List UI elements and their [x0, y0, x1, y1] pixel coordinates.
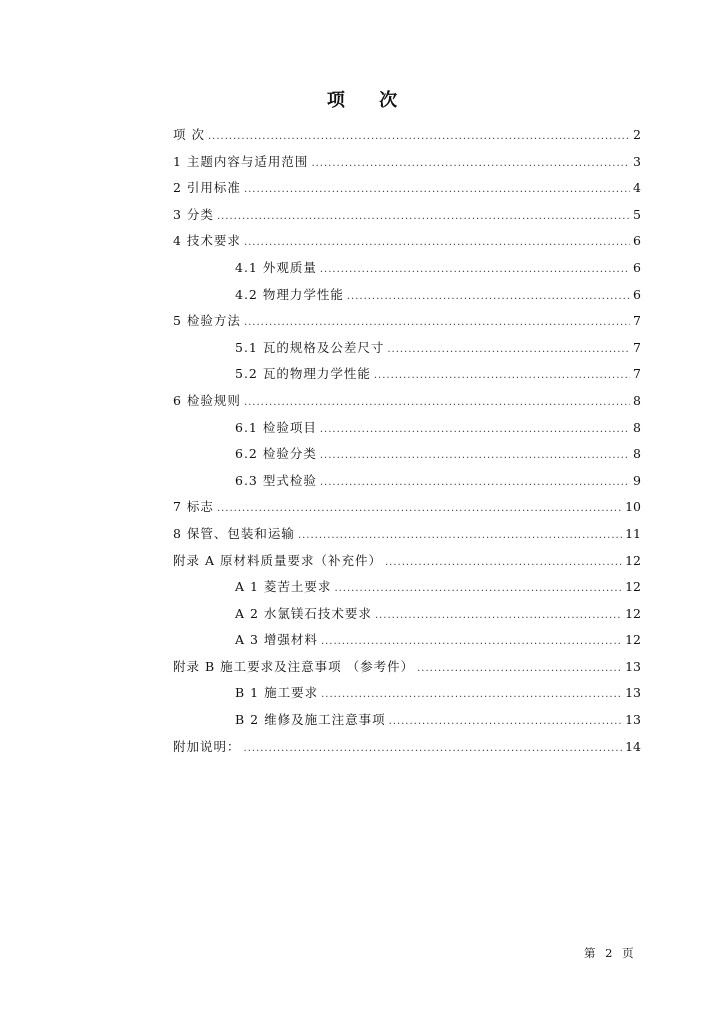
toc-entry-page-number: 10	[625, 499, 641, 515]
toc-entry-page-number: 5	[633, 206, 641, 222]
toc-entry	[173, 548, 641, 575]
dot-leader	[217, 204, 630, 231]
toc-entry	[173, 441, 641, 468]
dot-leader	[347, 284, 630, 311]
toc-entry-label: A 3 增强材料	[235, 632, 318, 648]
dot-leader	[374, 363, 630, 390]
dot-leader	[217, 496, 622, 523]
toc-entry-page-number: 14	[625, 738, 641, 754]
toc-entry-page-number: 8	[633, 446, 641, 462]
toc-entry	[173, 255, 641, 282]
toc-entry-label: 附录 A 原材料质量要求（补充件）	[173, 552, 382, 568]
toc-entry-page-number: 11	[625, 525, 641, 541]
dot-leader	[320, 443, 630, 470]
toc-entry-page-number: 12	[625, 579, 641, 595]
toc-entry	[173, 494, 641, 521]
dot-leader	[321, 682, 622, 709]
toc-entry-label: 6.1 检验项目	[235, 419, 317, 435]
toc-entry	[173, 734, 641, 761]
toc-entry	[173, 361, 641, 388]
toc-entry-page-number: 6	[633, 259, 641, 275]
dot-leader	[375, 603, 622, 630]
toc-entry-page-number: 6	[633, 233, 641, 249]
toc-entry-label: 附加说明：	[173, 738, 241, 754]
toc-entry-label: 4 技术要求	[173, 233, 241, 249]
dot-leader	[320, 417, 630, 444]
toc-entry-page-number: 13	[625, 658, 641, 674]
dot-leader	[320, 470, 630, 497]
toc-entry-label: 2 引用标准	[173, 180, 241, 196]
dot-leader	[244, 390, 630, 417]
toc-entry-page-number: 12	[625, 552, 641, 568]
dot-leader	[298, 523, 622, 550]
dot-leader	[311, 151, 630, 178]
toc-entry-page-number: 12	[625, 605, 641, 621]
toc-entry-label: 8 保管、包装和运输	[173, 525, 295, 541]
toc-entry-label: 4.2 物理力学性能	[235, 286, 344, 302]
toc-entry	[173, 388, 641, 415]
dot-leader	[244, 177, 630, 204]
toc-entry-page-number: 3	[633, 153, 641, 169]
toc-entry-label: 附录 B 施工要求及注意事项 （参考件）	[173, 658, 415, 674]
toc-entry	[173, 627, 641, 654]
dot-leader	[387, 337, 630, 364]
toc-entry	[173, 282, 641, 309]
toc-entry	[173, 175, 641, 202]
toc-entry-label: 1 主题内容与适用范围	[173, 153, 309, 169]
toc-entry	[173, 468, 641, 495]
dot-leader	[334, 576, 622, 603]
toc-entry-page-number: 8	[633, 392, 641, 408]
toc-entry-label: 5.1 瓦的规格及公差尺寸	[235, 339, 385, 355]
dot-leader	[244, 230, 630, 257]
toc-entry-page-number: 12	[625, 632, 641, 648]
dot-leader	[320, 257, 630, 284]
toc-entry-page-number: 6	[633, 286, 641, 302]
dot-leader	[389, 709, 623, 736]
toc-entry	[173, 122, 641, 149]
toc-entry	[173, 654, 641, 681]
toc-entry-label: 6 检验规则	[173, 392, 241, 408]
toc-entry-label: B 1 施工要求	[235, 685, 319, 701]
dot-leader	[321, 629, 622, 656]
toc-entry-page-number: 9	[633, 472, 641, 488]
toc-entry-page-number: 7	[633, 313, 641, 329]
toc-entry-page-number: 13	[625, 685, 641, 701]
page-number-footer: 第 2 页	[584, 946, 637, 960]
toc-entry-page-number: 7	[633, 339, 641, 355]
toc-entry-label: 7 标志	[173, 499, 214, 515]
toc-entry	[173, 574, 641, 601]
toc-entry	[173, 335, 641, 362]
toc-entry	[173, 308, 641, 335]
toc-entry-label: 项 次	[173, 127, 205, 142]
toc-entry-label: 6.2 检验分类	[235, 446, 317, 462]
toc-entry-label: A 2 水氯镁石技术要求	[235, 605, 372, 621]
toc-entry	[173, 228, 641, 255]
toc-entry-label: 5 检验方法	[173, 313, 241, 329]
dot-leader	[417, 656, 622, 683]
toc-entry-page-number: 2	[633, 127, 641, 142]
toc-entry-label: B 2 维修及施工注意事项	[235, 712, 386, 728]
toc-entry-label: 3 分类	[173, 206, 214, 222]
toc-entry-label: 4.1 外观质量	[235, 259, 317, 275]
toc-entry-page-number: 13	[625, 712, 641, 728]
toc-entry	[173, 415, 641, 442]
toc-entry	[173, 521, 641, 548]
toc-entry-page-number: 7	[633, 366, 641, 382]
dot-leader	[385, 550, 622, 577]
toc-entry-label: 6.3 型式检验	[235, 472, 317, 488]
table-of-contents	[173, 122, 641, 760]
toc-entry	[173, 707, 641, 734]
page-title: 项 次	[326, 90, 412, 111]
toc-entry	[173, 149, 641, 176]
toc-entry-page-number: 8	[633, 419, 641, 435]
toc-entry	[173, 601, 641, 628]
toc-entry	[173, 680, 641, 707]
dot-leader	[244, 310, 630, 337]
toc-entry-label: A 1 菱苦土要求	[235, 579, 332, 595]
toc-entry-page-number: 4	[633, 180, 641, 196]
dot-leader	[244, 736, 623, 763]
toc-entry-label: 5.2 瓦的物理力学性能	[235, 366, 371, 382]
toc-entry	[173, 202, 641, 229]
dot-leader	[208, 124, 630, 151]
